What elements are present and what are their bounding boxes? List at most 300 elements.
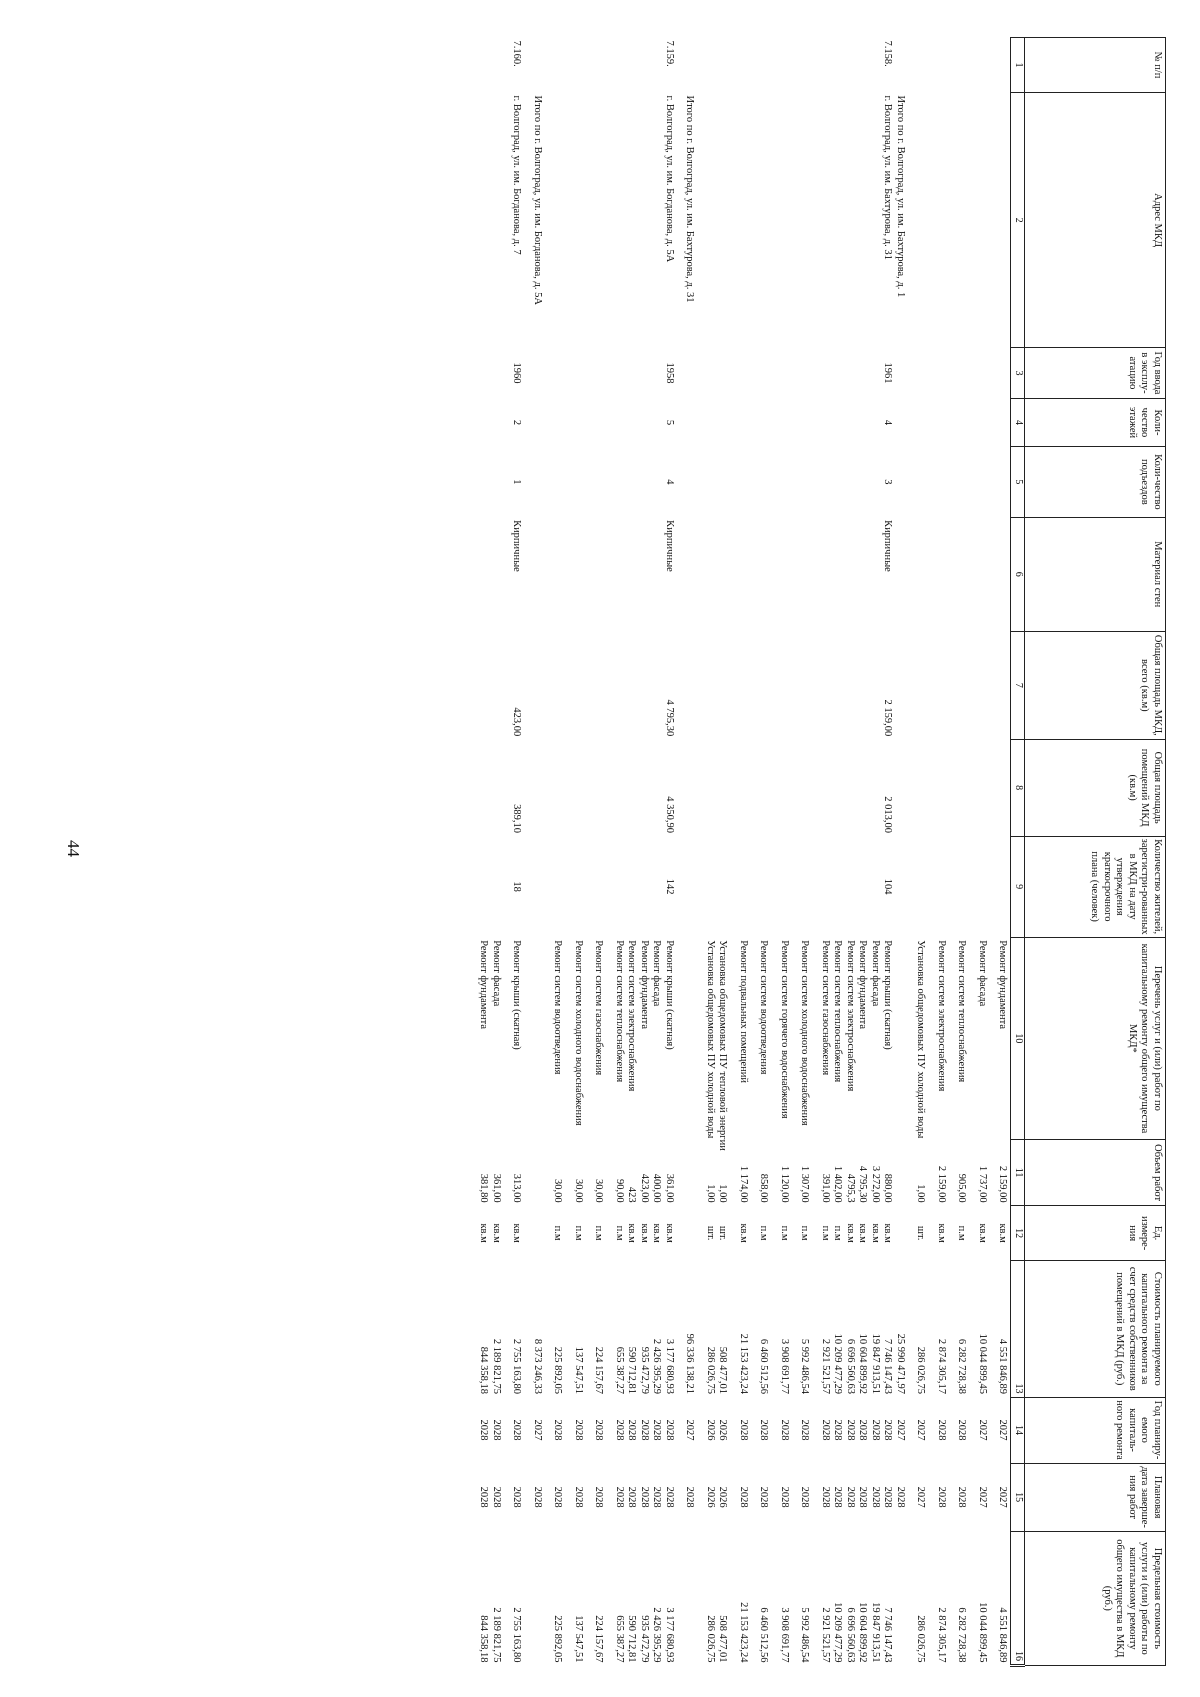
wall-material [831, 517, 844, 631]
table-row [551, 38, 564, 1666]
owner-cost: 6 696 560,63 [845, 1338, 856, 1395]
table-row [778, 38, 791, 1666]
max-cost: 935 472,79 [639, 1615, 650, 1663]
residents [625, 836, 638, 937]
work-volume: 880,00 [882, 1173, 894, 1203]
floors [551, 398, 564, 446]
completion-date: 2026 [705, 1486, 716, 1508]
year-built [935, 348, 948, 399]
column-number: 4 [1011, 398, 1025, 446]
entrances: 1 [511, 479, 523, 485]
owner-cost: 2 755 163,80 [511, 1338, 523, 1395]
column-number: 6 [1011, 517, 1025, 631]
address: г. Волгоград, ул. им. Богданова, д. 5А [664, 95, 675, 263]
total-area [778, 631, 791, 739]
residents: 104 [882, 878, 894, 895]
residents [613, 836, 626, 937]
entrances [716, 447, 729, 517]
max-cost: 3 908 691,77 [779, 1607, 790, 1663]
repair-year: 2028 [491, 1419, 502, 1441]
premises-area [592, 739, 605, 836]
table-row [914, 38, 927, 1666]
table-row [869, 38, 882, 1666]
row-number [914, 38, 927, 93]
unit: кв.м [664, 1223, 675, 1243]
unit: шт. [915, 1225, 927, 1241]
unit: п.м [758, 1225, 770, 1241]
residents: 18 [511, 881, 523, 892]
work-type: Установка общедомовых ПУ холодной воды [705, 940, 716, 1139]
row-number [551, 38, 564, 93]
total-area [737, 631, 750, 739]
unit: кв.м [626, 1223, 638, 1243]
wall-material [869, 517, 882, 631]
wall-material: Кирпичные [664, 520, 675, 572]
owner-cost: 19 847 913,51 [870, 1333, 881, 1395]
residents [683, 836, 696, 937]
repair-year: 2028 [552, 1419, 564, 1441]
address [551, 93, 564, 348]
owner-cost: 6 460 512,56 [758, 1338, 770, 1395]
capital-repair-table [477, 37, 1166, 1667]
residents [831, 836, 844, 937]
row-spacer [523, 38, 531, 1666]
entrances: 4 [664, 479, 675, 485]
year-built [819, 348, 832, 399]
repair-year: 2028 [573, 1419, 584, 1441]
row-number [757, 38, 770, 93]
address [819, 93, 832, 348]
header-cell: Общая площадь помещений МКД (кв.м) [1025, 739, 1166, 836]
owner-cost: 286 026,75 [705, 1346, 716, 1395]
address: Итого по г. Волгоград, ул. им. Бахтурова, д. 1 [895, 95, 906, 298]
year-built [778, 348, 791, 399]
row-number: 7.160. [511, 40, 523, 67]
premises-area [757, 739, 770, 836]
row-number [778, 38, 791, 93]
owner-cost: 590 712,81 [626, 1346, 638, 1395]
work-volume: 30,00 [573, 1179, 584, 1203]
address [955, 93, 968, 348]
work-type: Ремонт крыши (скатная) [882, 940, 894, 1050]
owner-cost: 2 874 305,17 [936, 1338, 947, 1395]
max-cost: 590 712,81 [626, 1615, 638, 1663]
completion-date: 2028 [820, 1486, 831, 1508]
total-area [869, 631, 882, 739]
work-type: Ремонт фундамента [639, 940, 650, 1030]
unit: кв.м [491, 1223, 502, 1243]
row-number [638, 38, 651, 93]
completion-date: 2028 [845, 1486, 856, 1508]
table-row [976, 38, 989, 1666]
repair-year: 2028 [779, 1419, 790, 1441]
total-row [683, 38, 696, 1666]
work-type [894, 937, 907, 1139]
row-spacer [968, 38, 976, 1666]
wall-material [625, 517, 638, 631]
floors [625, 398, 638, 446]
completion-date: 2028 [832, 1486, 844, 1508]
max-cost: 286 026,75 [705, 1615, 716, 1663]
max-cost [683, 1531, 696, 1665]
address [798, 93, 811, 348]
work-volume: 1 174,00 [738, 1165, 749, 1203]
floors [894, 398, 907, 446]
repair-year: 2028 [799, 1419, 811, 1441]
table-row [856, 38, 869, 1666]
wall-material [613, 517, 626, 631]
work-volume: 1 402,00 [832, 1165, 844, 1203]
work-type: Ремонт систем теплоснабжения [956, 940, 968, 1083]
row-spacer [927, 38, 935, 1666]
work-type: Ремонт крыши (скатная) [511, 940, 523, 1050]
premises-area [844, 739, 857, 836]
owner-cost: 3 177 680,93 [664, 1338, 675, 1395]
entrances [955, 447, 968, 517]
repair-year: 2028 [639, 1419, 650, 1441]
wall-material: Кирпичные [511, 520, 523, 572]
address [856, 93, 869, 348]
row-spacer [543, 38, 551, 1666]
address [650, 93, 663, 348]
year-built [737, 348, 750, 399]
repair-year: 2026 [705, 1419, 716, 1441]
wall-material [572, 517, 585, 631]
wall-material [531, 517, 544, 631]
premises-area [778, 739, 791, 836]
repair-year: 2028 [614, 1419, 625, 1441]
unit: п.м [832, 1225, 844, 1241]
work-volume: 313,00 [511, 1173, 523, 1203]
floors [683, 398, 696, 446]
premises-area [737, 739, 750, 836]
unit: п.м [614, 1225, 625, 1241]
residents [819, 836, 832, 937]
address [613, 93, 626, 348]
total-row [531, 38, 544, 1666]
unit: п.м [820, 1225, 831, 1241]
header-cell: Ед. измере-ния [1025, 1206, 1166, 1261]
row-spacer [811, 38, 819, 1666]
entrances [819, 447, 832, 517]
year-built [477, 348, 490, 399]
total-area [477, 631, 490, 739]
residents [844, 836, 857, 937]
owner-cost: 96 336 138,21 [684, 1333, 696, 1395]
row-spacer [790, 38, 798, 1666]
unit: кв.м [857, 1223, 869, 1243]
row-number [831, 38, 844, 93]
floors [490, 398, 503, 446]
repair-year: 2028 [956, 1419, 968, 1441]
address [935, 93, 948, 348]
work-volume [894, 1140, 907, 1206]
unit: кв.м [997, 1223, 1009, 1243]
completion-date: 2028 [857, 1486, 869, 1508]
wall-material [704, 517, 717, 631]
unit: п.м [573, 1225, 584, 1241]
premises-area: 4 350,90 [664, 796, 675, 834]
row-number [869, 38, 882, 93]
owner-cost: 655 387,27 [614, 1346, 625, 1395]
max-cost: 5 992 486,54 [799, 1607, 811, 1663]
owner-cost: 8 373 246,33 [532, 1338, 543, 1395]
entrances [894, 447, 907, 517]
residents [914, 836, 927, 937]
residents [976, 836, 989, 937]
max-cost: 2 189 821,75 [491, 1607, 502, 1663]
work-type: Ремонт фасада [870, 940, 881, 1007]
wall-material [757, 517, 770, 631]
max-cost [894, 1531, 907, 1665]
work-type: Ремонт подвальных помещений [738, 940, 749, 1083]
completion-date: 2028 [664, 1486, 675, 1508]
address [638, 93, 651, 348]
row-number [613, 38, 626, 93]
work-type: Ремонт фасада [977, 940, 988, 1007]
year-built [638, 348, 651, 399]
address: Итого по г. Волгоград, ул. им. Бахтурова, д. 31 [684, 95, 696, 303]
max-cost: 225 892,05 [552, 1615, 564, 1663]
row-number [477, 38, 490, 93]
total-area [831, 631, 844, 739]
table-row [737, 38, 750, 1666]
work-volume: 391,00 [820, 1173, 831, 1203]
wall-material [650, 517, 663, 631]
entrances [638, 447, 651, 517]
premises-area [572, 739, 585, 836]
unit: п.м [593, 1225, 605, 1241]
premises-area [819, 739, 832, 836]
row-number [650, 38, 663, 93]
unit: шт. [705, 1225, 716, 1241]
entrances [976, 447, 989, 517]
work-volume: 423,00 [639, 1173, 650, 1203]
owner-cost: 7 746 147,43 [882, 1338, 894, 1395]
max-cost: 19 847 913,51 [870, 1602, 881, 1663]
table-row [819, 38, 832, 1666]
year-built [844, 348, 857, 399]
work-volume: 858,00 [758, 1173, 770, 1203]
completion-date: 2028 [936, 1486, 947, 1508]
owner-cost: 2 189 821,75 [491, 1338, 502, 1395]
work-volume: 3 272,00 [870, 1165, 881, 1203]
premises-area [976, 739, 989, 836]
address [996, 93, 1011, 348]
repair-year: 2026 [717, 1419, 729, 1441]
entrances [572, 447, 585, 517]
max-cost: 6 696 560,63 [845, 1607, 856, 1663]
max-cost: 224 157,67 [593, 1615, 605, 1663]
floors [757, 398, 770, 446]
premises-area [955, 739, 968, 836]
address [757, 93, 770, 348]
completion-date: 2028 [870, 1486, 881, 1508]
table-row [844, 38, 857, 1666]
residents [490, 836, 503, 937]
floors [831, 398, 844, 446]
unit: п.м [956, 1225, 968, 1241]
unit: кв.м [738, 1223, 749, 1243]
row-spacer [502, 38, 510, 1666]
wall-material [551, 517, 564, 631]
max-cost: 844 358,18 [478, 1615, 490, 1663]
entrances [914, 447, 927, 517]
completion-date: 2028 [738, 1486, 749, 1508]
year-built [625, 348, 638, 399]
floors [914, 398, 927, 446]
work-type: Установка общедомовых ПУ холодной воды [915, 940, 927, 1139]
year-built [716, 348, 729, 399]
work-type: Ремонт систем водоотведения [552, 940, 564, 1075]
repair-year: 2027 [895, 1419, 906, 1441]
owner-cost: 508 477,01 [717, 1346, 729, 1395]
address [976, 93, 989, 348]
row-spacer [584, 38, 592, 1666]
year-built [551, 348, 564, 399]
completion-date: 2027 [997, 1486, 1009, 1508]
max-cost: 6 282 728,38 [956, 1607, 968, 1663]
premises-area [490, 739, 503, 836]
premises-area [869, 739, 882, 836]
year-built [976, 348, 989, 399]
work-volume: 2 159,00 [936, 1165, 947, 1203]
max-cost: 655 387,27 [614, 1615, 625, 1663]
row-spacer [770, 38, 778, 1666]
unit: кв.м [882, 1223, 894, 1243]
floors: 4 [882, 419, 894, 426]
total-area [798, 631, 811, 739]
table-row [955, 38, 968, 1666]
unit: кв.м [936, 1223, 947, 1243]
row-number [737, 38, 750, 93]
total-area [856, 631, 869, 739]
address [844, 93, 857, 348]
floors [935, 398, 948, 446]
work-volume: 1,00 [717, 1184, 729, 1203]
address [592, 93, 605, 348]
table-row [477, 38, 490, 1666]
residents: 142 [664, 878, 675, 895]
wall-material [894, 517, 907, 631]
year-built [955, 348, 968, 399]
entrances [757, 447, 770, 517]
total-area [996, 631, 1011, 739]
completion-date: 2028 [956, 1486, 968, 1508]
row-number [716, 38, 729, 93]
residents [551, 836, 564, 937]
table-row [638, 38, 651, 1666]
header-cell: Год ввода в эксплу-атацию [1025, 348, 1166, 399]
work-type: Ремонт систем газоснабжения [593, 940, 605, 1076]
unit: шт. [717, 1225, 729, 1241]
column-number: 2 [1011, 93, 1025, 348]
premises-area [831, 739, 844, 836]
repair-year: 2028 [857, 1419, 869, 1441]
floors [856, 398, 869, 446]
residents [704, 836, 717, 937]
repair-year: 2028 [845, 1419, 856, 1441]
completion-date: 2028 [882, 1486, 894, 1508]
unit: кв.м [870, 1223, 881, 1243]
work-type: Ремонт систем теплоснабжения [832, 940, 844, 1083]
row-number [572, 38, 585, 93]
completion-date: 2028 [651, 1486, 663, 1508]
max-cost: 10 044 899,45 [977, 1602, 988, 1663]
work-volume: 30,00 [552, 1179, 564, 1203]
premises-area [613, 739, 626, 836]
completion-date: 2027 [915, 1486, 927, 1508]
address [704, 93, 717, 348]
wall-material [592, 517, 605, 631]
work-volume: 361,00 [664, 1173, 675, 1203]
total-area [625, 631, 638, 739]
total-row [894, 38, 907, 1666]
unit [894, 1206, 907, 1261]
owner-cost: 25 990 471,97 [895, 1333, 906, 1395]
table-row [935, 38, 948, 1666]
owner-cost: 137 547,51 [573, 1346, 584, 1395]
table-row [716, 38, 729, 1666]
address [831, 93, 844, 348]
total-area [935, 631, 948, 739]
year-built [757, 348, 770, 399]
header-cell: Коли-чество подъездов [1025, 447, 1166, 517]
year-built: 1961 [882, 362, 894, 384]
floors [592, 398, 605, 446]
address [716, 93, 729, 348]
max-cost: 508 477,01 [717, 1615, 729, 1663]
repair-year: 2028 [832, 1419, 844, 1441]
unit: п.м [552, 1225, 564, 1241]
floors [844, 398, 857, 446]
year-built [592, 348, 605, 399]
column-number: 8 [1011, 739, 1025, 836]
address: г. Волгоград, ул. им. Бахтурова, д. 31 [882, 95, 894, 260]
total-area [683, 631, 696, 739]
column-number: 13 [1011, 1261, 1025, 1397]
repair-year: 2028 [626, 1419, 638, 1441]
floors [613, 398, 626, 446]
completion-date: 2028 [639, 1486, 650, 1508]
completion-date: 2026 [717, 1486, 729, 1508]
repair-year: 2028 [664, 1419, 675, 1441]
entrances [650, 447, 663, 517]
completion-date: 2028 [532, 1486, 543, 1508]
max-cost: 2 426 395,29 [651, 1607, 663, 1663]
wall-material [683, 517, 696, 631]
repair-year: 2028 [758, 1419, 770, 1441]
owner-cost: 286 026,75 [915, 1346, 927, 1395]
table-row [704, 38, 717, 1666]
work-type: Ремонт систем электроснабжения [845, 940, 856, 1092]
unit: п.м [799, 1225, 811, 1241]
repair-year: 2028 [936, 1419, 947, 1441]
entrances [477, 447, 490, 517]
work-type: Ремонт систем холодного водоснабжения [799, 940, 811, 1126]
row-number [955, 38, 968, 93]
repair-year: 2028 [870, 1419, 881, 1441]
completion-date: 2028 [614, 1486, 625, 1508]
floors [638, 398, 651, 446]
row-spacer [605, 38, 613, 1666]
repair-year: 2028 [651, 1419, 663, 1441]
premises-area [683, 739, 696, 836]
total-area [638, 631, 651, 739]
row-number [704, 38, 717, 93]
wall-material [996, 517, 1011, 631]
work-type: Ремонт систем теплоснабжения [614, 940, 625, 1083]
